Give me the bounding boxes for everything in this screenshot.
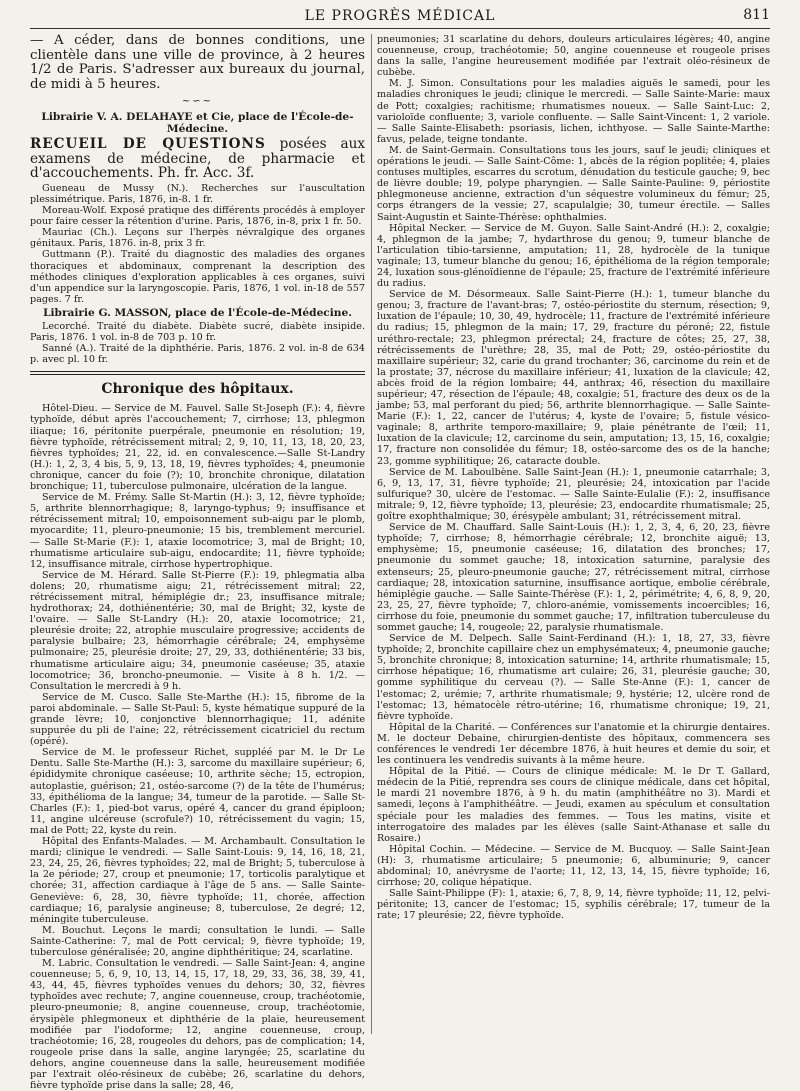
hospital-paragraph: Service de M. Désormeaux. Salle Saint-Pierre (H.): 1, tumeur blanche du genou; 3, fracture de l'avant-bras; 7, ostéo-périostite du sternum, résection; 9, luxation de l'épaule; 10, 30, 49, hydrocèle; 11, fracture de l'extrémité inférieure du radius; 15, phlegmon de la main; 17, 29, fracture du péroné; 22, fistule uréthro-rectale; 23, phlegmon prérectal; 24, fracture de côtes; 25, 27, 38, rétrécissements de l'urèthre; 28, 35, mal de Pott; 29, ostéo-périostite du maxillaire supérieur; 32, carie du grand trochanter; 36, carcinome du rein et de la prostate; 37, nécrose du maxillaire inférieur; 41, luxation de la clavicule; 42, abcès froid de la région lombaire; 44, anthrax; 46, résection du maxillaire supérieur; 47, résection de l'épaule; 48, coxalgie; 51, fracture des deux os de la jambe; 53, mal perforant du pied; 56, arthrite blennorrhagique. — Salle Sainte-Marie (F.): 1, 22, cancer de l'utérus; 4, kyste de l'ovaire; 5, fistule vésico-vaginale; 8, arthrite temporo-maxillaire; 9, plaie pénétrante de l'œil; 11, luxation de la clavicule; 12, carcinome du sein, amputation; 13, 15, 16, coxalgie; 17, fracture non consolidée du fémur; 18, ostéo-sarcome des os de la hanche; 23, gomme syphilitique; 26, cataracte double. [377, 289, 770, 467]
hospital-paragraph: Service de M. le professeur Richet, suppléé par M. le Dr Le Dentu. Salle Ste-Marthe (H.): 3, sarcome du maxillaire supérieur; 6, épididymite chronique caséeuse; 10, arthrite sèche; 15, ectropion, autoplastie, guérison; 21, ostéo-sarcome (?) de la tête de l'humérus; 33, épithélioma de la langue; 34, tumeur de la parotide. — Salle St-Charles (F.): 1, pied-bot varus, opéré 4, cancer du grand épiploon; 11, angine ulcéreuse (scrofule?) 10, rétrécissement du vagin; 15, mal de Pott; 22, kyste du rein. [30, 747, 365, 836]
left-column [30, 33, 365, 1091]
hospital-paragraph: Hôtel-Dieu. — Service de M. Fauvel. Salle St-Joseph (F.): 4, fièvre typhoïde, début après l'accouchement; 7, cirrhose; 13, phlegmon iliaque; 16, péritonite puerpérale, pneumonie en résolution; 19, fièvre typhoïde, rétrécissement mitral; 2, 9, 10, 11, 13, 18, 20, 23, fièvres typhoïdes; 21, 22, id. en convalescence.—Salle St-Landry (H.): 1, 2, 3, 4 bis, 5, 9, 13, 18, 19, fièvres typhoïdes; 4, pneumonie chronique, cancer du foie (?); 10, bronchite chronique, dilatation bronchique; 11, tuberculose pulmonaire, ulcération de la langue. [30, 403, 365, 493]
book-entry: Moreau-Wolf. Exposé pratique des différents procédés à employer pour faire cesser la rétention d'urine. Paris, 1876, in-8, prix 1 fr. 50. [30, 205, 365, 228]
hospital-paragraph: Hôpital Cochin. — Médecine. — Service de M. Bucquoy. — Salle Saint-Jean (H): 3, rhumatisme articulaire; 5 pneumonie; 6, albuminurie; 9, cancer abdominal; 10, anévrysme de l'aorte; 11, 12, 13, 14, 15, fièvre typhoïde; 16, cirrhose; 20, colique hépatique. [377, 843, 770, 889]
journal-title: LE PROGRÈS MÉDICAL [304, 8, 496, 24]
right-column [377, 34, 770, 1054]
hospital-paragraph: Hôpital des Enfants-Malades. — M. Archambault. Consultation le mardi; clinique le vendredi. — Salle Saint-Louis: 9, 14, 16, 18, 21, 23, 24, 25, 26, fièvres typhoïdes; 22, mal de Bright; 5, tuberculose à la 2e période; 27, croup et pneumonie; 17, torticolis paralytique et chorée; 31, affection cardiaque à l'âge de 5 ans. — Salle Sainte-Geneviève: 6, 28, 30, fièvre typhoïde; 11, chorée, affection cardiaque; 16, paralysie angineuse; 8, tuberculose, 2e degré; 12, méningite tuberculeuse. [30, 836, 365, 925]
section-title: Chronique des hôpitaux. [101, 381, 294, 398]
library-heading-delahaye: Librairie V. A. DELAHAYE et Cie, place de l'École-de-Médecine. [41, 111, 354, 136]
book-entry: Guttmann (P.). Traité du diagnostic des maladies des organes thoraciques et abdominaux, comprenant la description des méthodes cliniques d'exploration applicables à ces organes, suivi d'un appendice sur la laryngoscopie. Paris, 1876, 1 vol. in-18 de 557 pages. 7 fr. [30, 249, 365, 305]
hospital-paragraph: Hôpital de la Pitié. — Cours de clinique médicale: M. le Dr T. Gallard, médecin de la Pitié, reprendra ses cours de clinique médicale, dans cet hôpital, le mardi 21 novembre 1876, à 9 h. du matin (amphithéâtre no 3). Mardi et samedi, leçons à l'amphithéâtre. — Jeudi, examen au spéculum et consultation spéciale pour les maladies des femmes. — Tous les matins, visite et interrogatoire des malades par les élèves (salle Saint-Athanase et salle du Rosaire.) [377, 766, 770, 844]
hospital-paragraph: Service de M. Delpech. Salle Saint-Ferdinand (H.): 1, 18, 27, 33, fièvre typhoïde; 2, bronchite capillaire chez un emphysémateux; 4, pneumonie gauche; 5, bronchite chronique; 8, intoxication saturnine; 14, arthrite rhumatismale; 15, cirrhose hépatique; 16, rhumatisme art culaire; 26, 31, pleurésie gauche; 30, gomme syphilitique du cerveau (?). — Salle Ste-Anne (F.): 1, cancer de l'estomac; 2, urémie; 7, arthrite rhumatismale; 9, hystérie; 12, ulcère rond de l'estomac; 13, hématocèle rétro-utérine; 16, rhumatisme chronique; 19, 21, fièvre typhoïde. [377, 633, 770, 722]
hospital-paragraph: pneumonies; 31 scarlatine du dehors, douleurs articulaires légères; 40, angine couenneuse, croup, trachéotomie; 50, angine couenneuse et rougeole prises dans la salle, l'angine heureusement modifiée par l'extrait oléo-résineux de cubèbe. [377, 34, 770, 79]
book-entry: Lecorché. Traité du diabète. Diabète sucré, diabète insipide. Paris, 1876. 1 vol. in-8 de 703 p. 10 fr. [30, 321, 365, 344]
book-entry: Mauriac (Ch.). Leçons sur l'herpès névralgique des organes génitaux. Paris, 1876. in-8, prix 3 fr. [30, 227, 365, 250]
hospital-paragraph: Service de M. Frémy. Salle St-Martin (H.): 3, 12, fièvre typhoïde; 5, arthrite blennorrhagique; 8, laryngo-typhus; 9; insuffisance et rétrécissement mitral; 10, empoisonnement sub-aigu par le plomb, myocardite; 11, pleuro-pneumonie; 15 bis, tremblement mercuriel. — Salle St-Marie (F.): 1, ataxie locomotrice; 3, mal de Bright; 10, rhumatisme articulaire sub-aigu, endocardite; 11, fièvre typhoïde; 12, insuffisance mitrale, cirrhose hypertrophique. [30, 492, 365, 570]
hospital-paragraph: M. Labric. Consultation le vendredi. — Salle Saint-Jean: 4, angine couenneuse; 5, 6, 9, 10, 13, 14, 15, 17, 18, 29, 33, 36, 38, 39, 41, 43, 44, 45, fièvres typhoïdes venues du dehors; 30, 32, fièvres typhoïdes avec rechute; 7, angine couenneuse, croup, trachéotomie, pleuro-pneumonie; 8, angine couenneuse, croup, trachéotomie, érysipèle phlegmoneux et diphthérie de la plaie, heureusement modifiée par l'iodoforme; 12, angine couenneuse, croup, trachéotomie; 16, 28, rougeoles du dehors, pas de complication; 14, rougeole prise dans la salle, angine laryngée; 25, scarlatine du dehors, angine couenneuse dans la salle, heureusement modifiée par l'extrait oléo-résineux de cubèbe; 26, scarlatine du dehors, fièvre typhoïde prise dans la salle; 28, 46, [30, 958, 365, 1091]
hospital-paragraph: M. de Saint-Germain. Consultations tous les jours, sauf le jeudi; cliniques et opérations le jeudi. — Salle Saint-Côme: 1, abcès de la région poplitée; 4, plaies contuses multiples, escarres du scrotum, dénudation du testicule gauche; 9, bec de lièvre double; 19, polype pharyngien. — Salle Sainte-Pauline: 9, périostite phlegmoneuse ancienne, extraction d'un séquestre volumineux du fémur; 25, corps étrangers de la vessie; 27, scapulalgie; 30, tumeur érectile. — Salles Saint-Augustin et Sainte-Thérèse: ophthalmies. [377, 144, 770, 223]
column-divider [371, 34, 372, 1034]
recueil-announcement [30, 137, 365, 181]
hospital-paragraph: Service de M. Cusco. Salle Ste-Marthe (H.): 15, fibrome de la paroi abdominale. — Salle St-Paul: 5, kyste hématique suppuré de la grande lèvre; 10, conjonctive blennorrhagique; 11, adénite suppurée du pli de l'aine; 22, rétrécissement cicatriciel du rectum (opéré). [30, 691, 365, 748]
recueil-description: posées aux examens de médecine, de pharmacie et d'accouchements. Ph. fr. Acc. 3f. [30, 136, 365, 182]
classified-notice: — A céder, dans de bonnes conditions, une clientèle dans une ville de province, à 2 heures 1/2 de Paris. S'adresser aux bureaux du journal, de midi à 5 heures. [30, 33, 365, 92]
page-number: 811 [743, 7, 770, 23]
page-header [30, 6, 770, 29]
hospital-paragraph: M. Bouchut. Leçons le mardi; consultation le lundi. — Salle Sainte-Catherine: 7, mal de Pott cervical; 9, fièvre typhoïde; 19, tuberculose généralisée; 20, angine diphthéritique; 24, scarlatine. [30, 924, 365, 958]
section-rule [30, 371, 365, 375]
ornament-divider: ~∽~ [181, 96, 214, 107]
hospital-paragraph: Hôpital de la Charité. — Conférences sur l'anatomie et la chirurgie dentaires. M. le docteur Debaine, chirurgien-dentiste des hôpitaux, commencera ses conférences le vendredi 1er décembre 1876, à huit heures et demie du soir, et les continuera les vendredis suivants à la même heure. [377, 721, 770, 767]
book-entry: Gueneau de Mussy (N.). Recherches sur l'auscultation plessimétrique. Paris, 1876, in-8. 1 fr. [30, 182, 365, 205]
hospital-paragraph: Service de M. Hérard. Salle St-Pierre (F.): 19, phlegmatia alba dolens; 20, rhumatisme aigu; 21, rétrécissement mitral; 22, rétrécissement mitral, hémiplégie dr.; 23, insuffisance mitrale; hydrothorax; 24, dothiénentérie; 30, mal de Bright; 32, kyste de l'ovaire. — Salle St-Landry (H.): 20, ataxie locomotrice; 21, pleurésie droite; 22, atrophie musculaire progressive; accidents de paralysie bulbaire; 23, hémorrhagie cérébrale; 24, emphysème pulmonaire; 25, pleurésie droite; 27, 29, 33, dothiénentérie; 33 bis, rhumatisme articulaire aigu; 34, pneumonie caséeuse; 35, ataxie locomotrice; 36, broncho-pneumonie. — Visite à 8 h. 1/2. — Consultation le mercredi à 9 h. [30, 569, 365, 692]
hospital-paragraph: Service de M. Chauffard. Salle Saint-Louis (H.): 1, 2, 3, 4, 6, 20, 23, fièvre typhoïde; 7, cirrhose; 8, hémorrhagie cérébrale; 12, bronchite aiguë; 13, emphysème; 15, pneumonie caséeuse; 16, dilatation des bronches; 17, pneumonie du sommet gauche; 18, intoxication saturnine, paralysie des extenseurs; 25, pleuro-pneumonie gauche; 27, rétrécissement mitral, cirrhose cardiaque; 28, intoxication saturnine, insuffisance aortique, embolie cérébrale, hémiplégie gauche. — Salle Sainte-Thérèse (F.): 1, 2, périmétrite; 4, 6, 8, 9, 20, 23, 25, 27, fièvre typhoïde; 7, chloro-anémie, vomissements incoercibles; 16, cirrhose du foie, pneumonie du sommet gauche; 17, infiltration tuberculeuse du sommet gauche; 14, rougeole; 22, paralysie rhumatismale. [377, 522, 770, 633]
recueil-title: RECUEIL DE QUESTIONS [30, 136, 266, 153]
library-heading-masson: Librairie G. MASSON, place de l'École-de-Médecine. [43, 306, 352, 319]
hospital-paragraph: Hôpital Necker. — Service de M. Guyon. Salle Saint-André (H.): 2, coxalgie; 4, phlegmon de la jambe; 7, hydarthrose du genou; 9, tumeur blanche de l'articulation tibio-tarsienne, amputation; 11, 28, hydrocèle de la tunique vaginale; 13, tumeur blanche du genou; 16, épithélioma de la région temporale; 24, luxation sous-glénoïdienne de l'épaule; 25, fracture de l'extrémité inférieure du radius. [377, 222, 770, 290]
hospital-paragraph: Salle Saint-Philippe (F): 1, ataxie; 6, 7, 8, 9, 14, fièvre typhoïde; 11, 12, pelvi-péritonite; 13, cancer de l'estomac; 15, syphilis cérébrale; 17, tumeur de la rate; 17 pleurésie; 22, fièvre typhoïde. [377, 888, 770, 922]
hospital-paragraph: M. J. Simon. Consultations pour les maladies aiguës le samedi, pour les maladies chroniques le jeudi; clinique le mercredi. — Salle Sainte-Marie: maux de Pott; coxalgies; rachitisme; rhumatismes noueux. — Salle Saint-Luc: 2, varioloïde confluente; 3, variole confluente. — Salle Saint-Vincent: 1, 2 variole. — Salle Sainte-Elisabeth: psoriasis, lichen, ichthyose. — Salle Sainte-Marthe: favus, pelade, teigne tondante. [377, 78, 770, 145]
hospital-paragraph: Service de M. Laboulbène. Salle Saint-Jean (H.): 1, pneumonie catarrhale; 3, 6, 9, 13, 17, 31, fièvre typhoïde; 21, pleurésie; 24, intoxication par l'acide sulfurique? 30, ulcère de l'estomac. — Salle Sainte-Eulalie (F.): 2, insuffisance mitrale; 9, 12, fièvre typhoïde; 13, pleurésie; 23, endocardite rhumatismale; 25, goître exophthalmique; 30, érésypèle ambulant; 31, rétrécissement mitral. [377, 466, 770, 523]
book-entry: Sanné (A.). Traité de la diphthérie. Paris, 1876. 2 vol. in-8 de 634 p. avec pl. 10 fr. [30, 343, 365, 366]
